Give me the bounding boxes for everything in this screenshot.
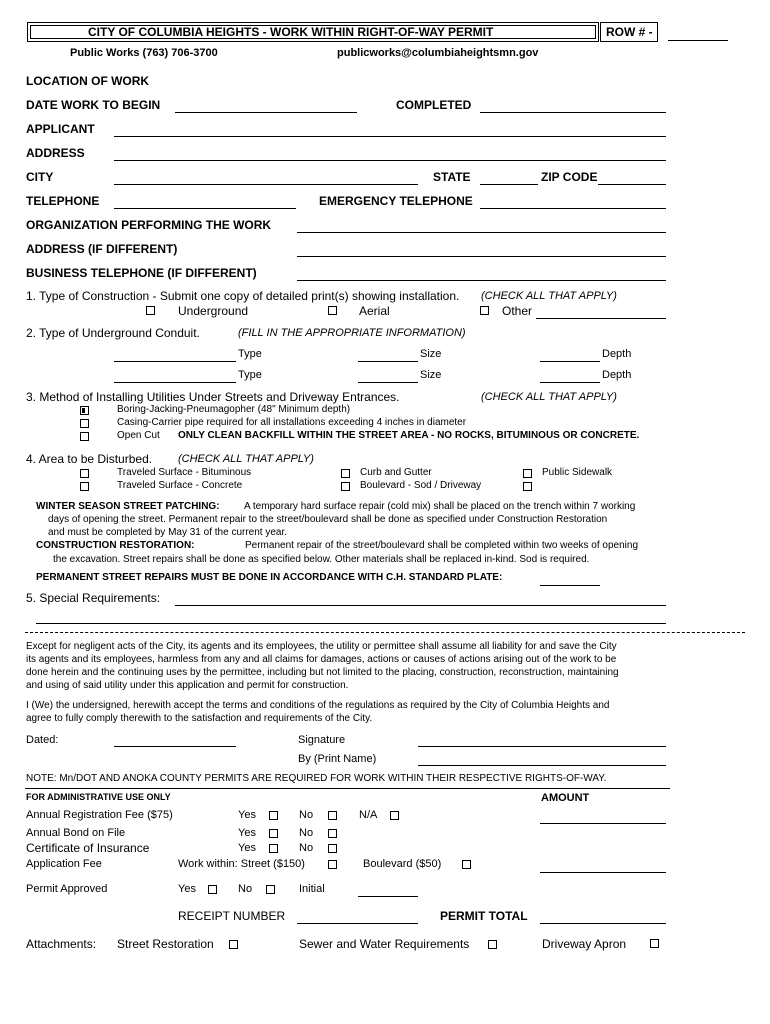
curb-gutter-label: Curb and Gutter <box>360 467 432 478</box>
public-works-phone: Public Works (763) 706-3700 <box>70 47 218 59</box>
liability-line3: done herein and the continuing uses by the permittee, including but not limited to the placing, construction, reconstruction, maintaining <box>26 667 619 678</box>
bond-no-checkbox[interactable] <box>328 829 337 838</box>
conduit-size-field-2[interactable] <box>358 382 418 383</box>
bituminous-label: Traveled Surface - Bituminous <box>117 467 252 478</box>
conduit-size-label-2: Size <box>420 369 442 381</box>
attachments-label: Attachments: <box>26 937 97 951</box>
concrete-label: Traveled Surface - Concrete <box>117 480 243 491</box>
row-number-label: ROW # - <box>606 25 653 39</box>
app-fee-amount-field[interactable] <box>540 872 666 873</box>
acceptance-line1: I (We) the undersigned, herewith accept the terms and conditions of the regulations as required by the City of Columbia Heights and <box>26 700 610 711</box>
construction-restoration-line1: Permanent repair of the street/boulevard shall be completed within two weeks of opening <box>245 540 639 551</box>
work-within-street-label: Work within: Street ($150) <box>178 858 305 870</box>
construction-restoration-line2: the excavation. Street repairs shall be done as specified below. Other materials shall be replaced in-kind. Sod is required. <box>53 554 590 565</box>
liability-line2: its agents and its employees, harmless from any and all claims for damages, actions or causes of actions arising out of the work to be <box>26 654 617 665</box>
signature-field[interactable] <box>418 746 666 747</box>
winter-patching-line1: A temporary hard surface repair (cold mix) shall be placed on the trench within 7 working <box>244 501 636 512</box>
section1-label: 1. Type of Construction - Submit one copy of detailed print(s) showing installation. <box>26 289 460 303</box>
standard-plate-field[interactable] <box>540 585 600 586</box>
other-field[interactable] <box>536 318 666 319</box>
dated-field[interactable] <box>114 746 236 747</box>
section2-hint: (FILL IN THE APPROPRIATE INFORMATION) <box>238 327 466 339</box>
approved-yes-label: Yes <box>178 883 196 895</box>
reg-fee-no-checkbox[interactable] <box>328 811 337 820</box>
reg-fee-label: Annual Registration Fee ($75) <box>26 809 173 821</box>
reg-fee-no-label: No <box>299 809 314 821</box>
section4-hint: (CHECK ALL THAT APPLY) <box>178 453 314 465</box>
section-divider <box>25 632 745 633</box>
initial-label: Initial <box>299 883 325 895</box>
approved-yes-checkbox[interactable] <box>208 885 217 894</box>
bond-no-label: No <box>299 827 314 839</box>
city-label: CITY <box>26 170 54 184</box>
initial-field[interactable] <box>358 896 418 897</box>
street-restoration-label: Street Restoration <box>117 937 214 951</box>
conduit-depth-label-2: Depth <box>602 369 632 381</box>
liability-line1: Except for negligent acts of the City, its agents and its employees, the utility or permittee shall assume all liability for and save the City <box>26 641 617 652</box>
driveway-apron-label: Driveway Apron <box>542 937 627 951</box>
approved-no-label: No <box>238 883 253 895</box>
liability-line4: and using of said utility under this application and permit for construction. <box>26 680 349 691</box>
bituminous-checkbox[interactable] <box>80 469 89 478</box>
casing-label: Casing-Carrier pipe required for all installations exceeding 4 inches in diameter <box>117 417 467 428</box>
underground-label: Underground <box>178 304 249 318</box>
location-label: LOCATION OF WORK <box>26 74 150 88</box>
winter-patching-title: WINTER SEASON STREET PATCHING: <box>36 501 220 512</box>
boulevard-fee-checkbox[interactable] <box>462 860 471 869</box>
winter-patching-line2: days of opening the street. Permanent repair to the street/boulevard shall be done as specified under Construction Restoration <box>48 514 608 525</box>
special-requirements-field-1[interactable] <box>175 605 666 606</box>
section5-label: 5. Special Requirements: <box>26 591 161 605</box>
insurance-no-checkbox[interactable] <box>328 844 337 853</box>
telephone-field[interactable] <box>114 208 296 209</box>
boring-checkbox[interactable] <box>80 406 89 415</box>
app-fee-label: Application Fee <box>26 858 102 870</box>
receipt-number-field[interactable] <box>297 923 418 924</box>
standard-plate-note: PERMANENT STREET REPAIRS MUST BE DONE IN ACCORDANCE WITH C.H. STANDARD PLATE: <box>36 572 503 583</box>
signature-label: Signature <box>298 734 346 746</box>
bond-label: Annual Bond on File <box>26 827 126 839</box>
conduit-type-field-2[interactable] <box>114 382 236 383</box>
public-works-email: publicworks@columbiaheightsmn.gov <box>337 47 539 59</box>
other-checkbox[interactable] <box>480 306 489 315</box>
street-fee-checkbox[interactable] <box>328 860 337 869</box>
underground-checkbox[interactable] <box>146 306 155 315</box>
boring-label: Boring-Jacking-Pneumagopher (48" Minimum depth) <box>117 404 351 415</box>
admin-title: FOR ADMINISTRATIVE USE ONLY <box>26 792 171 802</box>
permit-total-label: PERMIT TOTAL <box>440 909 528 923</box>
section2-label: 2. Type of Underground Conduit. <box>26 326 200 340</box>
page-title: CITY OF COLUMBIA HEIGHTS - WORK WITHIN RIGHT-OF-WAY PERMIT <box>88 25 494 39</box>
organization-label: ORGANIZATION PERFORMING THE WORK <box>26 218 272 232</box>
acceptance-line2: agree to fully comply therewith to the satisfaction and requirements of the City. <box>26 713 373 724</box>
print-name-field[interactable] <box>418 765 666 766</box>
insurance-yes-label: Yes <box>238 842 256 854</box>
applicant-field[interactable] <box>114 136 666 137</box>
state-field[interactable] <box>480 184 538 185</box>
reg-fee-na-checkbox[interactable] <box>390 811 399 820</box>
address-if-different-label: ADDRESS (IF DIFFERENT) <box>26 242 178 256</box>
extra-area-checkbox[interactable] <box>523 482 532 491</box>
amount-header: AMOUNT <box>541 792 590 804</box>
zip-label: ZIP CODE <box>541 170 598 184</box>
telephone-label: TELEPHONE <box>26 194 100 208</box>
city-field[interactable] <box>114 184 418 185</box>
conduit-type-label-1: Type <box>238 348 262 360</box>
applicant-label: APPLICANT <box>26 122 95 136</box>
bond-yes-label: Yes <box>238 827 256 839</box>
section4-label: 4. Area to be Disturbed. <box>26 452 153 466</box>
reg-fee-yes-label: Yes <box>238 809 256 821</box>
construction-restoration-title: CONSTRUCTION RESTORATION: <box>36 540 195 551</box>
aerial-label: Aerial <box>359 304 390 318</box>
reg-fee-amount-field[interactable] <box>540 823 666 824</box>
sidewalk-label: Public Sidewalk <box>542 467 613 478</box>
conduit-depth-label-1: Depth <box>602 348 632 360</box>
permit-total-field[interactable] <box>540 923 666 924</box>
approved-no-checkbox[interactable] <box>266 885 275 894</box>
conduit-size-label-1: Size <box>420 348 442 360</box>
reg-fee-na-label: N/A <box>359 809 378 821</box>
insurance-yes-checkbox[interactable] <box>269 844 278 853</box>
section1-hint: (CHECK ALL THAT APPLY) <box>481 290 617 302</box>
completed-field[interactable] <box>480 112 666 113</box>
address-label: ADDRESS <box>26 146 85 160</box>
reg-fee-yes-checkbox[interactable] <box>269 811 278 820</box>
zip-field[interactable] <box>598 184 666 185</box>
open-cut-note: ONLY CLEAN BACKFILL WITHIN THE STREET AREA - NO ROCKS, BITUMINOUS OR CONCRETE. <box>178 430 640 441</box>
boulevard-fee-label: Boulevard ($50) <box>363 858 442 870</box>
emergency-telephone-label: EMERGENCY TELEPHONE <box>319 194 473 208</box>
curb-gutter-checkbox[interactable] <box>341 469 350 478</box>
insurance-label: Certificate of Insurance <box>26 841 150 855</box>
conduit-depth-field-2[interactable] <box>540 382 600 383</box>
emergency-telephone-field[interactable] <box>480 208 666 209</box>
admin-divider <box>25 788 670 789</box>
business-telephone-field[interactable] <box>297 280 666 281</box>
section3-hint: (CHECK ALL THAT APPLY) <box>481 391 617 403</box>
organization-field[interactable] <box>297 232 666 233</box>
driveway-apron-checkbox[interactable] <box>650 939 659 948</box>
address-field[interactable] <box>114 160 666 161</box>
open-cut-checkbox[interactable] <box>80 432 89 441</box>
boulevard-checkbox[interactable] <box>341 482 350 491</box>
special-requirements-field-2[interactable] <box>36 623 666 624</box>
row-number-field[interactable] <box>668 40 728 41</box>
dated-label: Dated: <box>26 734 59 746</box>
bond-yes-checkbox[interactable] <box>269 829 278 838</box>
receipt-number-label: RECEIPT NUMBER <box>178 909 286 923</box>
sidewalk-checkbox[interactable] <box>523 469 532 478</box>
aerial-checkbox[interactable] <box>328 306 337 315</box>
permit-approved-label: Permit Approved <box>26 883 108 895</box>
date-begin-field[interactable] <box>175 112 357 113</box>
sewer-water-label: Sewer and Water Requirements <box>299 937 470 951</box>
permits-note: NOTE: Mn/DOT AND ANOKA COUNTY PERMITS ARE REQUIRED FOR WORK WITHIN THEIR RESPECTIVE RIGHTS-OF-WAY. <box>26 773 607 784</box>
section3-label: 3. Method of Installing Utilities Under Streets and Driveway Entrances. <box>26 390 400 404</box>
state-label: STATE <box>433 170 471 184</box>
street-restoration-checkbox[interactable] <box>229 940 238 949</box>
conduit-type-label-2: Type <box>238 369 262 381</box>
address-if-different-field[interactable] <box>297 256 666 257</box>
conduit-depth-field-1[interactable] <box>540 361 600 362</box>
concrete-checkbox[interactable] <box>80 482 89 491</box>
other-label: Other <box>502 304 533 318</box>
date-begin-label: DATE WORK TO BEGIN <box>26 98 161 112</box>
sewer-water-checkbox[interactable] <box>488 940 497 949</box>
conduit-size-field-1[interactable] <box>358 361 418 362</box>
conduit-type-field-1[interactable] <box>114 361 236 362</box>
business-telephone-label: BUSINESS TELEPHONE (IF DIFFERENT) <box>26 266 257 280</box>
print-name-label: By (Print Name) <box>298 753 377 765</box>
open-cut-label: Open Cut <box>117 430 160 441</box>
boulevard-label: Boulevard - Sod / Driveway <box>360 480 482 491</box>
completed-label: COMPLETED <box>396 98 472 112</box>
winter-patching-line3: and must be completed by May 31 of the current year. <box>48 527 288 538</box>
casing-checkbox[interactable] <box>80 419 89 428</box>
insurance-no-label: No <box>299 842 314 854</box>
